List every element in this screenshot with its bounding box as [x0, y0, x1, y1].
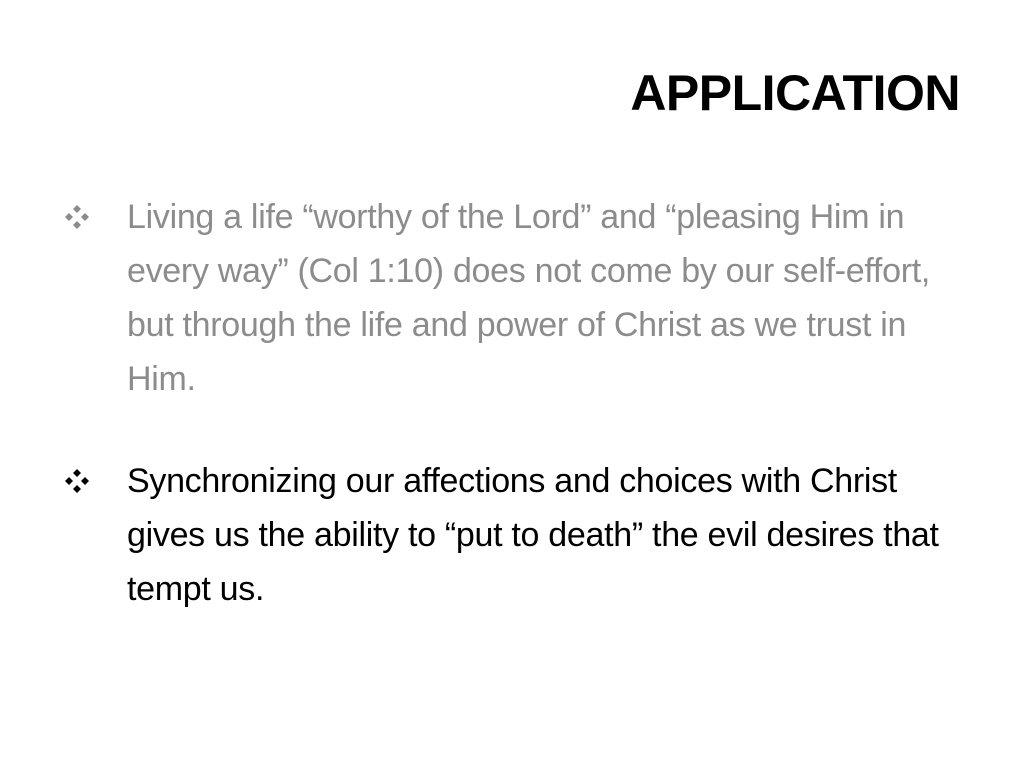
bullet-text: Living a life “worthy of the Lord” and “pleasing Him in every way” (Col 1:10) does not come by our self-effort, but through the life and power of Christ as we trust in Him. [127, 198, 931, 398]
four-diamond-bullet-icon [62, 454, 127, 508]
bullet-item [62, 190, 962, 406]
bullet-item [62, 454, 962, 616]
bullet-list [62, 190, 962, 664]
bullet-text: Synchronizing our affections and choices with Christ gives us the ability to “put to death” the evil desires that tempt us. [127, 462, 939, 608]
four-diamond-bullet-icon [62, 190, 127, 244]
slide-title: APPLICATION [630, 65, 960, 121]
